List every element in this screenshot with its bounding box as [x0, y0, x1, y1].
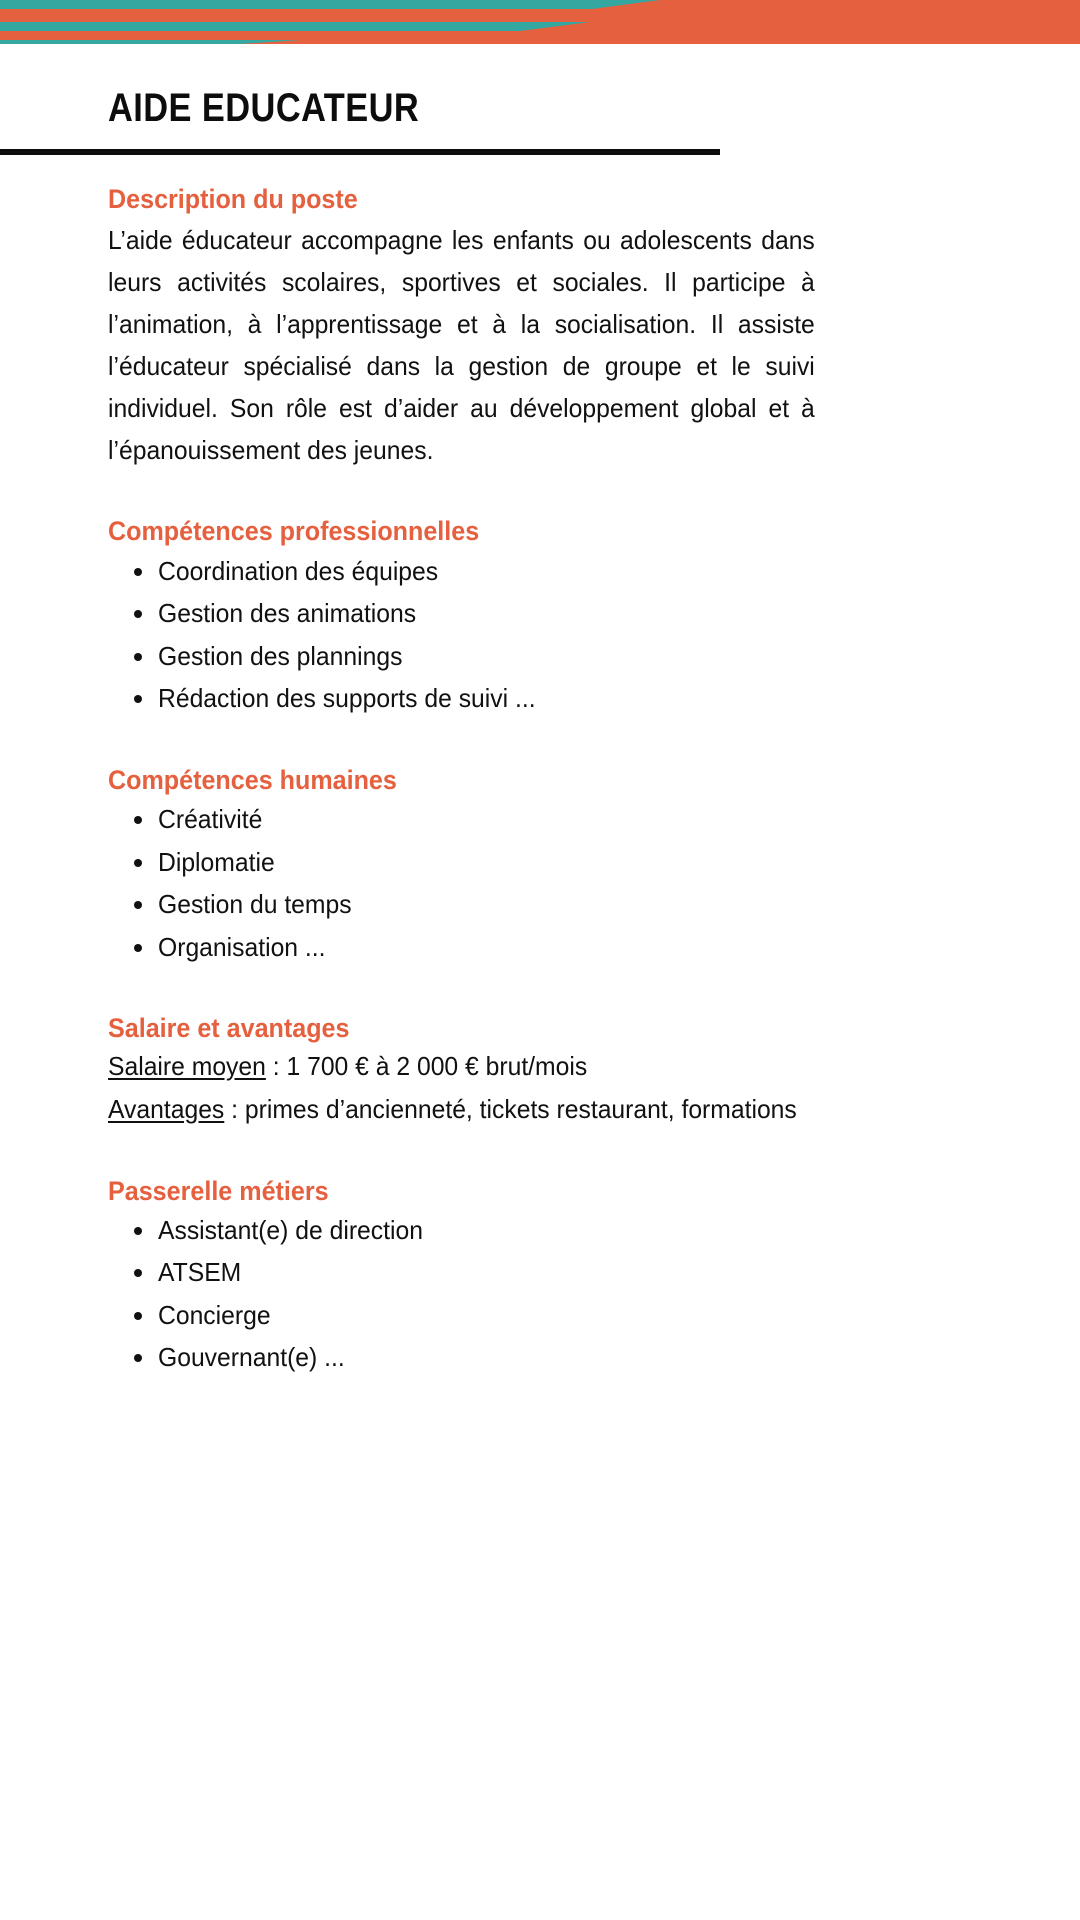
bullet-dot-icon: [134, 610, 142, 618]
salary-label: Salaire moyen: [108, 1050, 266, 1081]
document-page: [0, 44, 1080, 1379]
section-competences-professionnelles: [108, 515, 756, 719]
bullet-dot-icon: [134, 653, 142, 661]
bullet-dot-icon: [134, 1227, 142, 1235]
description-paragraph: L’aide éducateur accompagne les enfants ou adolescents dans leurs activités scolaires, sportives et sociales. Il participe à l’animation, à l’apprentissage et à la socialisation. Il assiste l’éducateur spécialisé dans la gestion de groupe et le suivi individuel. Son rôle est d’aider au développement global et à l’épanouissement des jeunes.: [108, 225, 815, 466]
list-item: [108, 1251, 756, 1294]
salary-value: : 1 700 € à 2 000 € brut/mois: [265, 1050, 588, 1081]
list-item: [108, 1336, 756, 1379]
section-heading-salaire-et-avantages: Salaire et avantages: [108, 1013, 350, 1044]
list-item-label: Gouvernant(e) ...: [158, 1342, 345, 1373]
list-item: [108, 550, 756, 593]
bullet-dot-icon: [134, 944, 142, 952]
bullet-dot-icon: [134, 1354, 142, 1362]
list-item: [108, 841, 756, 884]
bullet-dot-icon: [134, 1269, 142, 1277]
section-salaire-et-avantages: [108, 1012, 797, 1130]
list-item-label: Diplomatie: [158, 846, 275, 877]
list-item-label: Organisation ...: [158, 931, 326, 962]
list-competences-professionnelles: [108, 550, 756, 720]
list-item-label: Coordination des équipes: [158, 555, 439, 586]
list-item-label: Rédaction des supports de suivi ...: [158, 683, 536, 714]
salary-line: [108, 1045, 756, 1088]
bullet-dot-icon: [134, 695, 142, 703]
list-item-label: Concierge: [158, 1299, 271, 1330]
list-passerelle-metiers: [108, 1209, 756, 1379]
bullet-dot-icon: [134, 1312, 142, 1320]
section-heading-description: Description du poste: [108, 184, 358, 214]
section-heading-competences-professionnelles: Compétences professionnelles: [108, 516, 480, 547]
list-item: [108, 926, 756, 969]
bullet-dot-icon: [134, 901, 142, 909]
list-item: [108, 592, 756, 635]
section-heading-competences-humaines: Compétences humaines: [108, 764, 397, 795]
benefits-value: : primes d’ancienneté, tickets restaurant, formations: [224, 1093, 797, 1124]
page-title: AIDE EDUCATEUR: [108, 86, 420, 130]
bullet-dot-icon: [134, 816, 142, 824]
list-item: [108, 798, 756, 841]
section-passerelle-metiers: [108, 1175, 756, 1379]
list-item: [108, 635, 756, 678]
section-heading-passerelle-metiers: Passerelle métiers: [108, 1175, 329, 1206]
salary-line-inner: [108, 1045, 587, 1088]
list-item-label: Créativité: [158, 804, 263, 835]
title-block: [0, 44, 1080, 128]
benefits-line: [108, 1088, 797, 1131]
benefits-label: Avantages: [108, 1093, 225, 1124]
list-item: [108, 677, 756, 720]
list-item-label: Assistant(e) de direction: [158, 1214, 423, 1245]
list-item: [108, 1209, 756, 1252]
list-item-label: ATSEM: [158, 1257, 242, 1288]
section-competences-humaines: [108, 764, 756, 968]
banner-stripes: [0, 0, 1080, 44]
content-column: [0, 155, 864, 1379]
list-item: [108, 883, 756, 926]
benefits-line-inner: [108, 1088, 797, 1131]
list-item-label: Gestion des plannings: [158, 640, 403, 671]
section-description: [108, 183, 815, 471]
striped-header-banner: [0, 0, 1080, 44]
list-competences-humaines: [108, 798, 756, 968]
list-item: [108, 1294, 756, 1337]
list-item-label: Gestion du temps: [158, 889, 352, 920]
bullet-dot-icon: [134, 859, 142, 867]
bullet-dot-icon: [134, 568, 142, 576]
list-item-label: Gestion des animations: [158, 598, 417, 629]
